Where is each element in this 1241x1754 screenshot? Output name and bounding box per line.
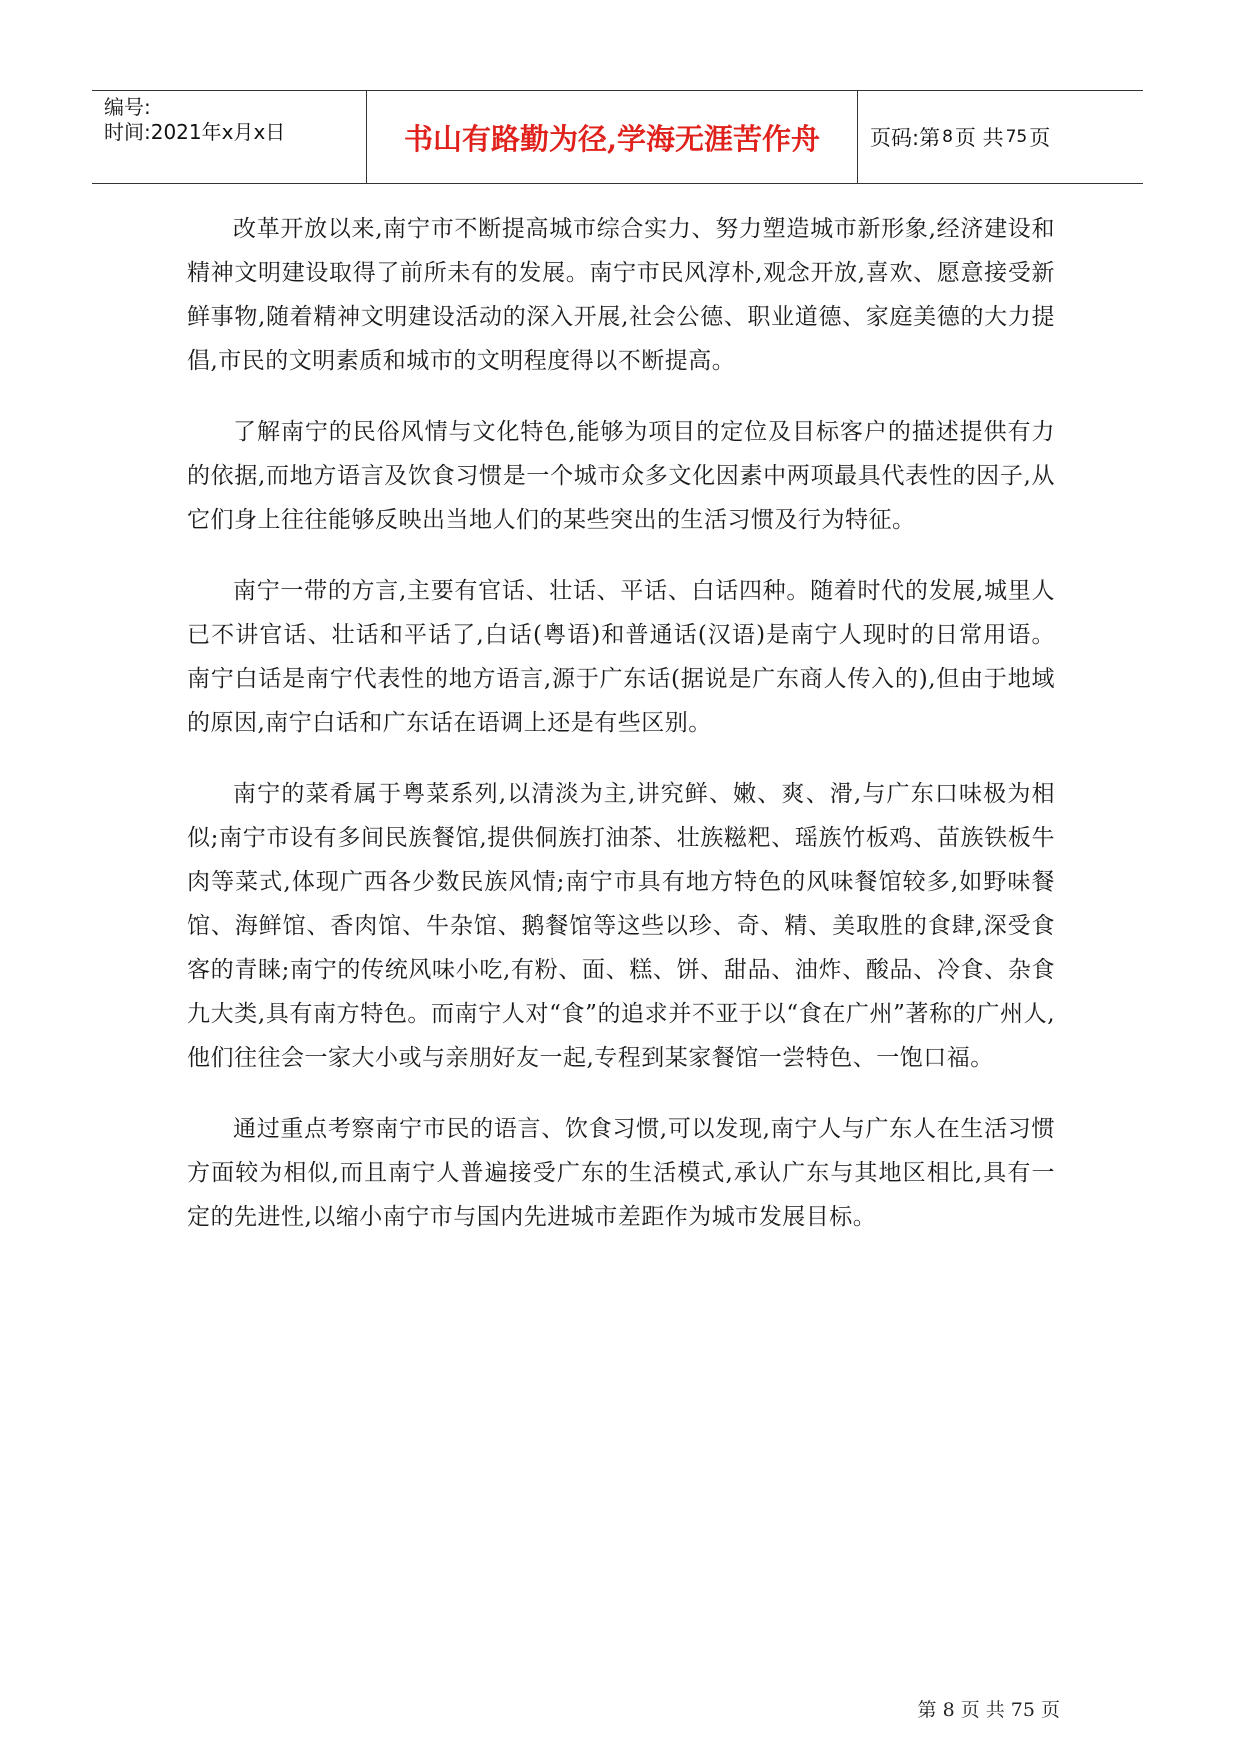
header-page-indicator [858, 91, 1143, 183]
document-number-label: 编号: [104, 95, 151, 119]
paragraph-city-development: 改革开放以来,南宁市不断提高城市综合实力、努力塑造城市新形象,经济建设和精神文明建设取得了前所未有的发展。南宁市民风淳朴,观念开放,喜欢、愿意接受新鲜事物,随着精神文明建设活动的深入开展,社会公德、职业道德、家庭美德的大力提倡,市民的文明素质和城市的文明程度得以不断提高。 [187, 216, 1055, 374]
page-label-prefix: 页码:第 [870, 126, 941, 150]
document-time-label: 时间:2021年x月x日 [104, 120, 286, 144]
page-total-number: 75 [1005, 127, 1028, 147]
page-label-suffix: 页 [1029, 126, 1051, 150]
header-motto: 书山有路勤为径,学海无涯苦作舟 [367, 91, 858, 183]
document-body [187, 207, 1055, 1266]
paragraph-dialects: 南宁一带的方言,主要有官话、壮话、平话、白话四种。随着时代的发展,城里人已不讲官话、壮话和平话了,白话(粤语)和普通话(汉语)是南宁人现时的日常用语。南宁白话是南宁代表性的地方语言,源于广东话(据说是广东商人传入的),但由于地域的原因,南宁白话和广东话在语调上还是有些区别。 [187, 578, 1055, 736]
paragraph-conclusion: 通过重点考察南宁市民的语言、饮食习惯,可以发现,南宁人与广东人在生活习惯方面较为相似,而且南宁人普遍接受广东的生活模式,承认广东与其地区相比,具有一定的先进性,以缩小南宁市与国内先进城市差距作为城市发展目标。 [187, 1116, 1055, 1230]
header-meta [92, 91, 367, 183]
page-current-number: 8 [942, 127, 953, 147]
page-header [92, 90, 1143, 184]
paragraph-culture-overview: 了解南宁的民俗风情与文化特色,能够为项目的定位及目标客户的描述提供有力的依据,而地方语言及饮食习惯是一个城市众多文化因素中两项最具代表性的因子,从它们身上往往能够反映出当地人们的某些突出的生活习惯及行为特征。 [187, 419, 1055, 533]
page-label-mid: 页 共 [954, 126, 1004, 150]
paragraph-cuisine: 南宁的菜肴属于粤菜系列,以清淡为主,讲究鲜、嫩、爽、滑,与广东口味极为相似;南宁市设有多间民族餐馆,提供侗族打油茶、壮族糍粑、瑶族竹板鸡、苗族铁板牛肉等菜式,体现广西各少数民族风情;南宁市具有地方特色的风味餐馆较多,如野味餐馆、海鲜馆、香肉馆、牛杂馆、鹅餐馆等这些以珍、奇、精、美取胜的食肆,深受食客的青睐;南宁的传统风味小吃,有粉、面、糕、饼、甜品、油炸、酸品、冷食、杂食九大类,具有南方特色。而南宁人对“食”的追求并不亚于以“食在广州”著称的广州人,他们往往会一家大小或与亲朋好友一起,专程到某家餐馆一尝特色、一饱口福。 [187, 781, 1055, 1071]
page-footer: 第 8 页 共 75 页 [917, 1699, 1060, 1721]
